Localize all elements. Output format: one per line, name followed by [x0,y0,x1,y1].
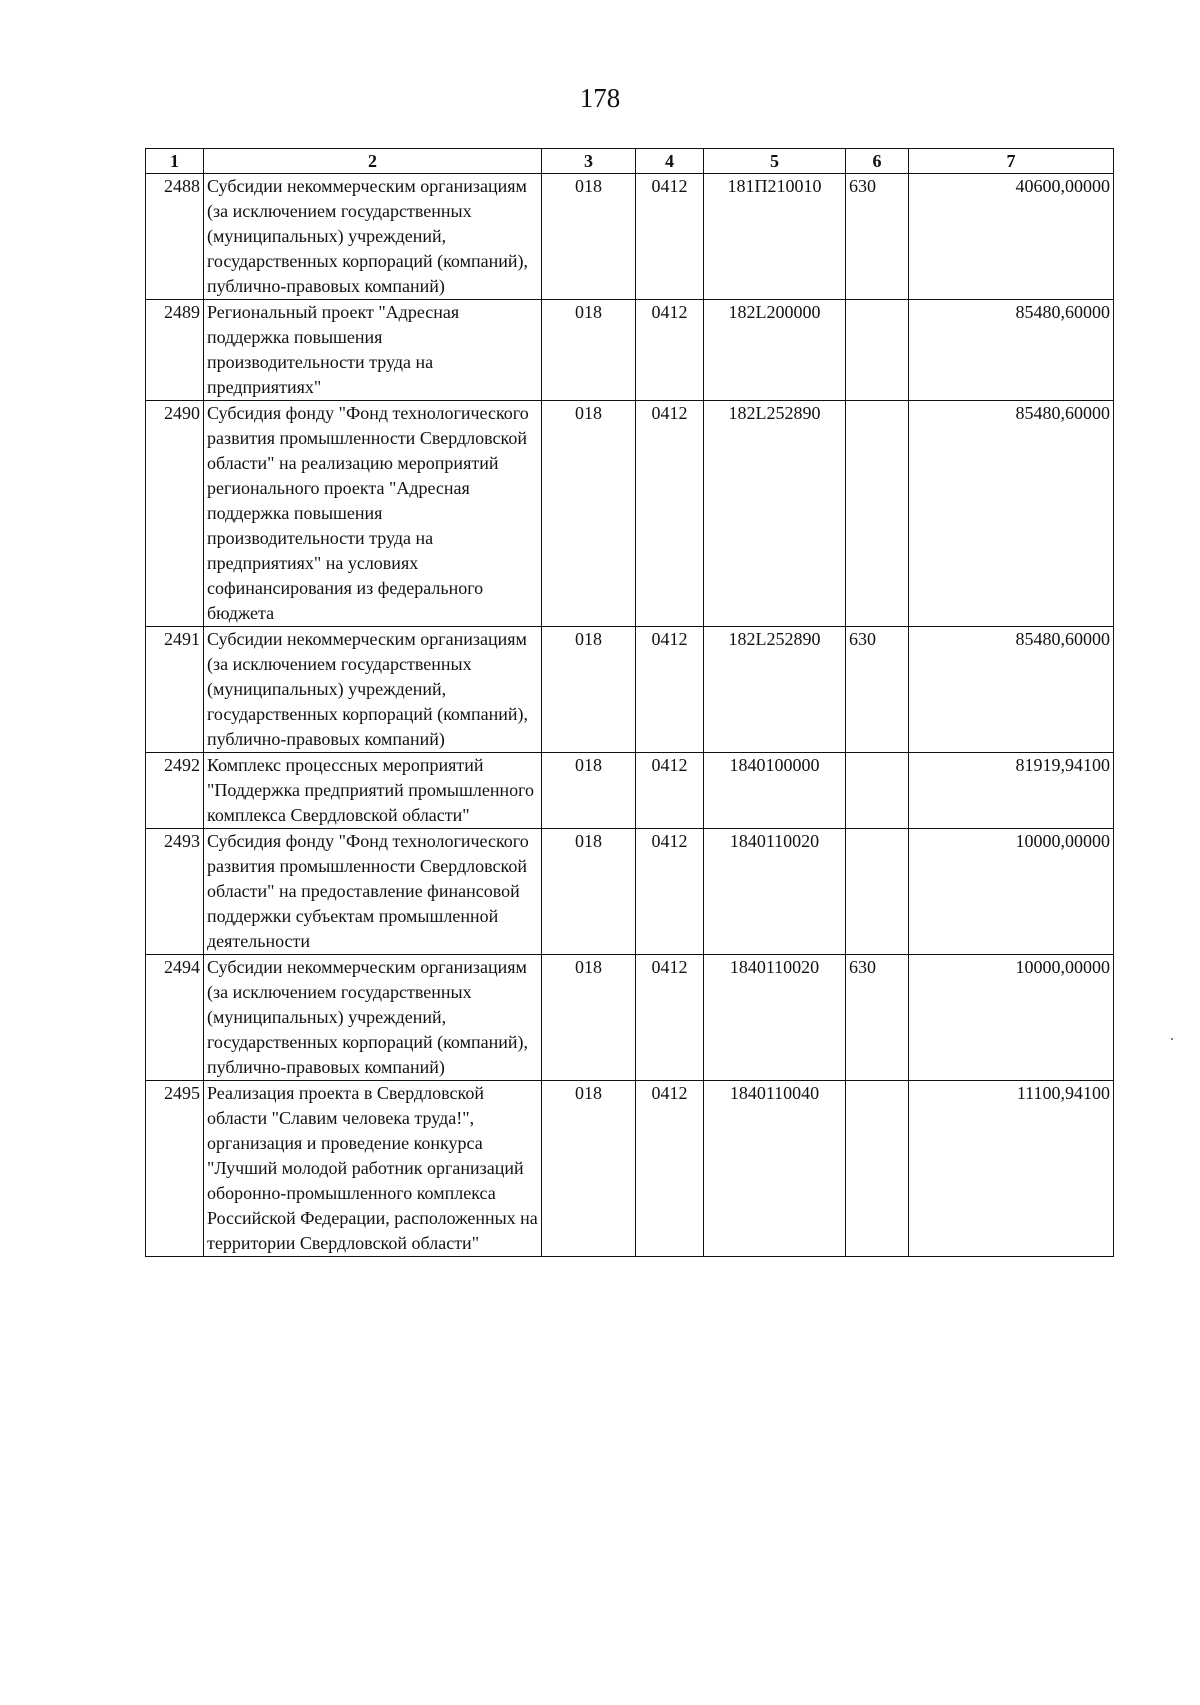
row-sum: 85480,60000 [909,300,1114,401]
row-section-code: 0412 [636,829,704,955]
row-ministry-code: 018 [542,627,636,753]
row-name: Субсидия фонду "Фонд технологического развития промышленности Свердловской области" на предоставление финансовой поддержки субъектам промышленной деятельности [204,829,542,955]
header-col-1: 1 [146,149,204,174]
row-sum: 40600,00000 [909,174,1114,300]
header-col-4: 4 [636,149,704,174]
row-name: Региональный проект "Адресная поддержка повышения производительности труда на предприятиях" [204,300,542,401]
row-name: Субсидии некоммерческим организациям (за исключением государственных (муниципальных) учреждений, государственных корпораций (компаний), публично-правовых компаний) [204,627,542,753]
row-name: Субсидии некоммерческим организациям (за исключением государственных (муниципальных) учреждений, государственных корпораций (компаний), публично-правовых компаний) [204,955,542,1081]
row-name: Комплекс процессных мероприятий "Поддержка предприятий промышленного комплекса Свердловской области" [204,753,542,829]
row-section-code: 0412 [636,955,704,1081]
row-sum: 81919,94100 [909,753,1114,829]
row-target-code: 182L252890 [704,627,846,753]
row-number: 2493 [146,829,204,955]
row-section-code: 0412 [636,1081,704,1257]
row-sum: 10000,00000 [909,955,1114,1081]
row-ministry-code: 018 [542,1081,636,1257]
row-ministry-code: 018 [542,300,636,401]
row-section-code: 0412 [636,174,704,300]
row-number: 2490 [146,401,204,627]
row-section-code: 0412 [636,401,704,627]
row-name: Реализация проекта в Свердловской области "Славим человека труда!", организация и проведение конкурса "Лучший молодой работник организаций оборонно-промышленного комплекса Российской Федерации, расположенных на территории Свердловской области" [204,1081,542,1257]
table-row [146,955,1114,1081]
row-target-code: 1840110020 [704,955,846,1081]
row-target-code: 182L252890 [704,401,846,627]
row-number: 2494 [146,955,204,1081]
row-ministry-code: 018 [542,955,636,1081]
row-target-code: 1840110020 [704,829,846,955]
row-number: 2491 [146,627,204,753]
table-header-row [146,149,1114,174]
row-expense-kind [846,1081,909,1257]
table-row [146,401,1114,627]
row-sum: 85480,60000 [909,627,1114,753]
row-section-code: 0412 [636,300,704,401]
row-ministry-code: 018 [542,829,636,955]
row-sum: 10000,00000 [909,829,1114,955]
row-expense-kind [846,300,909,401]
row-expense-kind: 630 [846,627,909,753]
row-expense-kind: 630 [846,955,909,1081]
header-col-6: 6 [846,149,909,174]
table-row [146,1081,1114,1257]
row-target-code: 1840100000 [704,753,846,829]
row-name: Субсидии некоммерческим организациям (за исключением государственных (муниципальных) учреждений, государственных корпораций (компаний), публично-правовых компаний) [204,174,542,300]
table-row [146,174,1114,300]
table-row [146,300,1114,401]
row-number: 2492 [146,753,204,829]
header-col-5: 5 [704,149,846,174]
row-number: 2495 [146,1081,204,1257]
row-sum: 85480,60000 [909,401,1114,627]
row-expense-kind [846,829,909,955]
row-expense-kind: 630 [846,174,909,300]
row-target-code: 182L200000 [704,300,846,401]
budget-table [145,148,1114,1257]
table-row [146,753,1114,829]
row-expense-kind [846,753,909,829]
row-target-code: 1840110040 [704,1081,846,1257]
row-target-code: 181П210010 [704,174,846,300]
table-row [146,627,1114,753]
row-number: 2489 [146,300,204,401]
header-col-3: 3 [542,149,636,174]
header-col-2: 2 [204,149,542,174]
row-expense-kind [846,401,909,627]
row-sum: 11100,94100 [909,1081,1114,1257]
row-number: 2488 [146,174,204,300]
table-row [146,829,1114,955]
scan-speck [1171,1038,1173,1040]
row-section-code: 0412 [636,627,704,753]
row-ministry-code: 018 [542,753,636,829]
row-ministry-code: 018 [542,401,636,627]
row-name: Субсидия фонду "Фонд технологического развития промышленности Свердловской области" на реализацию мероприятий регионального проекта "Адресная поддержка повышения производительности труда на предприятиях" на условиях софинансирования из федерального бюджета [204,401,542,627]
row-section-code: 0412 [636,753,704,829]
row-ministry-code: 018 [542,174,636,300]
header-col-7: 7 [909,149,1114,174]
page-number: 178 [579,83,621,113]
